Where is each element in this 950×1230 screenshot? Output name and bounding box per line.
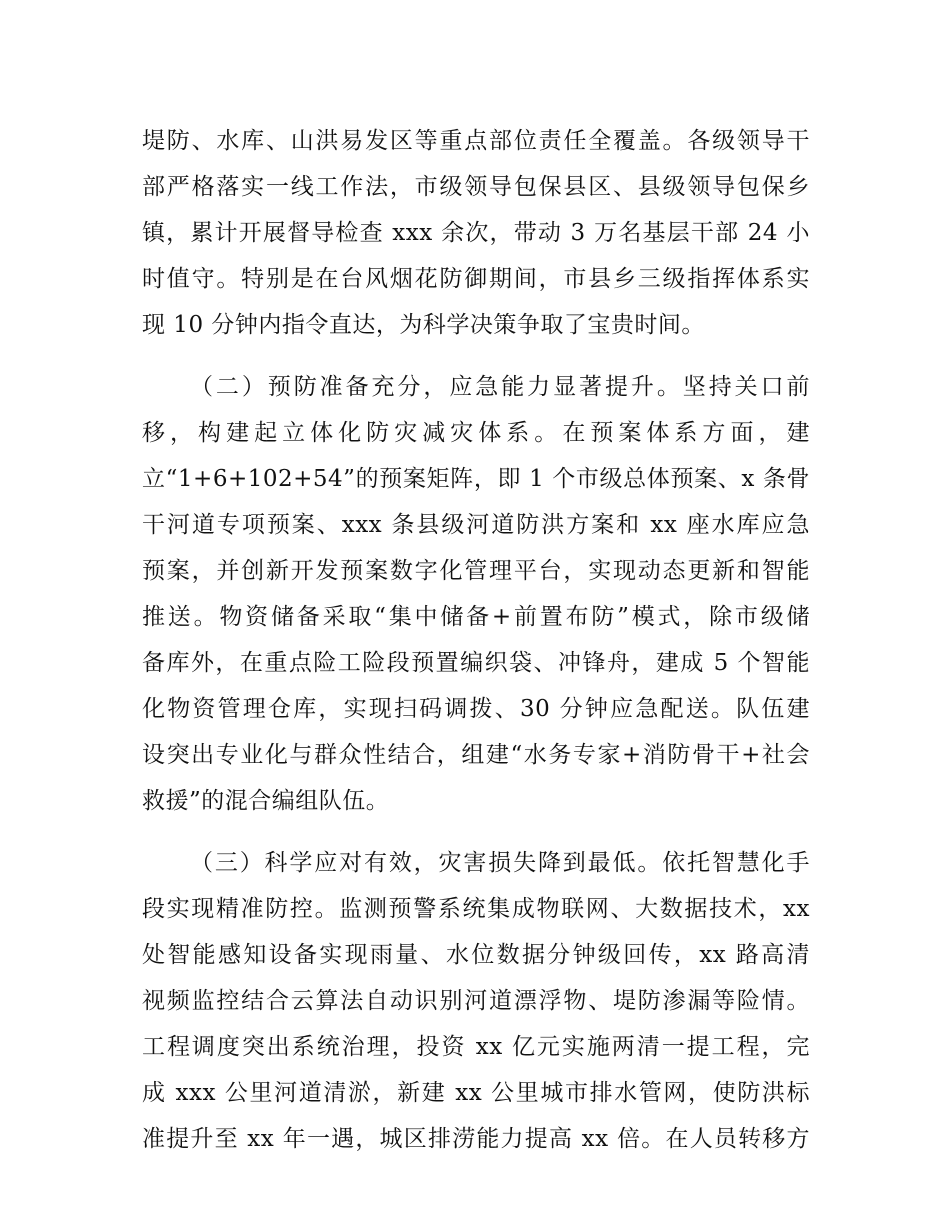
paragraph-line: 准提升至 xx 年一遇，城区排涝能力提高 xx 倍。在人员转移方 <box>142 1126 810 1152</box>
paragraph-line: （二）预防准备充分，应急能力显著提升。坚持关口前 <box>190 374 810 400</box>
paragraph-line: 工程调度突出系统治理，投资 xx 亿元实施两清一提工程，完 <box>142 1034 810 1060</box>
paragraph-line: 堤防、水库、山洪易发区等重点部位责任全覆盖。各级领导干 <box>142 128 810 154</box>
paragraph-spacer <box>142 824 810 840</box>
paragraph-line: 预案，并创新开发预案数字化管理平台，实现动态更新和智能 <box>142 558 810 584</box>
paragraph-line: 化物资管理仓库，实现扫码调拨、30 分钟应急配送。队伍建 <box>142 696 810 722</box>
paragraph-line: 干河道专项预案、xxx 条县级河道防洪方案和 xx 座水库应急 <box>142 512 810 538</box>
paragraph-line: 时值守。特别是在台风烟花防御期间，市县乡三级指挥体系实 <box>142 266 810 292</box>
paragraph-line: 处智能感知设备实现雨量、水位数据分钟级回传，xx 路高清 <box>142 942 810 968</box>
paragraph-spacer <box>142 348 810 364</box>
paragraph-line: 部严格落实一线工作法，市级领导包保县区、县级领导包保乡 <box>142 174 810 200</box>
paragraph-line: 镇，累计开展督导检查 xxx 余次，带动 3 万名基层干部 24 小 <box>142 220 810 246</box>
paragraph-line: 立“1+6+102+54”的预案矩阵，即 1 个市级总体预案、x 条骨 <box>142 466 810 492</box>
paragraph-line: （三）科学应对有效，灾害损失降到最低。依托智慧化手 <box>190 850 810 876</box>
paragraph-line: 现 10 分钟内指令直达，为科学决策争取了宝贵时间。 <box>142 312 705 338</box>
paragraph-1 <box>142 118 810 348</box>
paragraph-line: 救援”的混合编组队伍。 <box>142 788 390 814</box>
paragraph-2 <box>142 364 810 824</box>
paragraph-line: 成 xxx 公里河道清淤，新建 xx 公里城市排水管网，使防洪标 <box>142 1080 810 1106</box>
paragraph-line: 段实现精准防控。监测预警系统集成物联网、大数据技术，xx <box>142 896 810 922</box>
paragraph-line: 备库外，在重点险工险段预置编织袋、冲锋舟，建成 5 个智能 <box>142 650 810 676</box>
paragraph-line: 视频监控结合云算法自动识别河道漂浮物、堤防渗漏等险情。 <box>142 988 810 1014</box>
document-body <box>142 118 810 1162</box>
paragraph-line: 移，构建起立体化防灾减灾体系。在预案体系方面，建 <box>142 420 810 446</box>
paragraph-3 <box>142 840 810 1162</box>
paragraph-line: 设突出专业化与群众性结合，组建“水务专家+消防骨干+社会 <box>142 742 810 768</box>
paragraph-line: 推送。物资储备采取“集中储备+前置布防”模式，除市级储 <box>142 604 810 630</box>
